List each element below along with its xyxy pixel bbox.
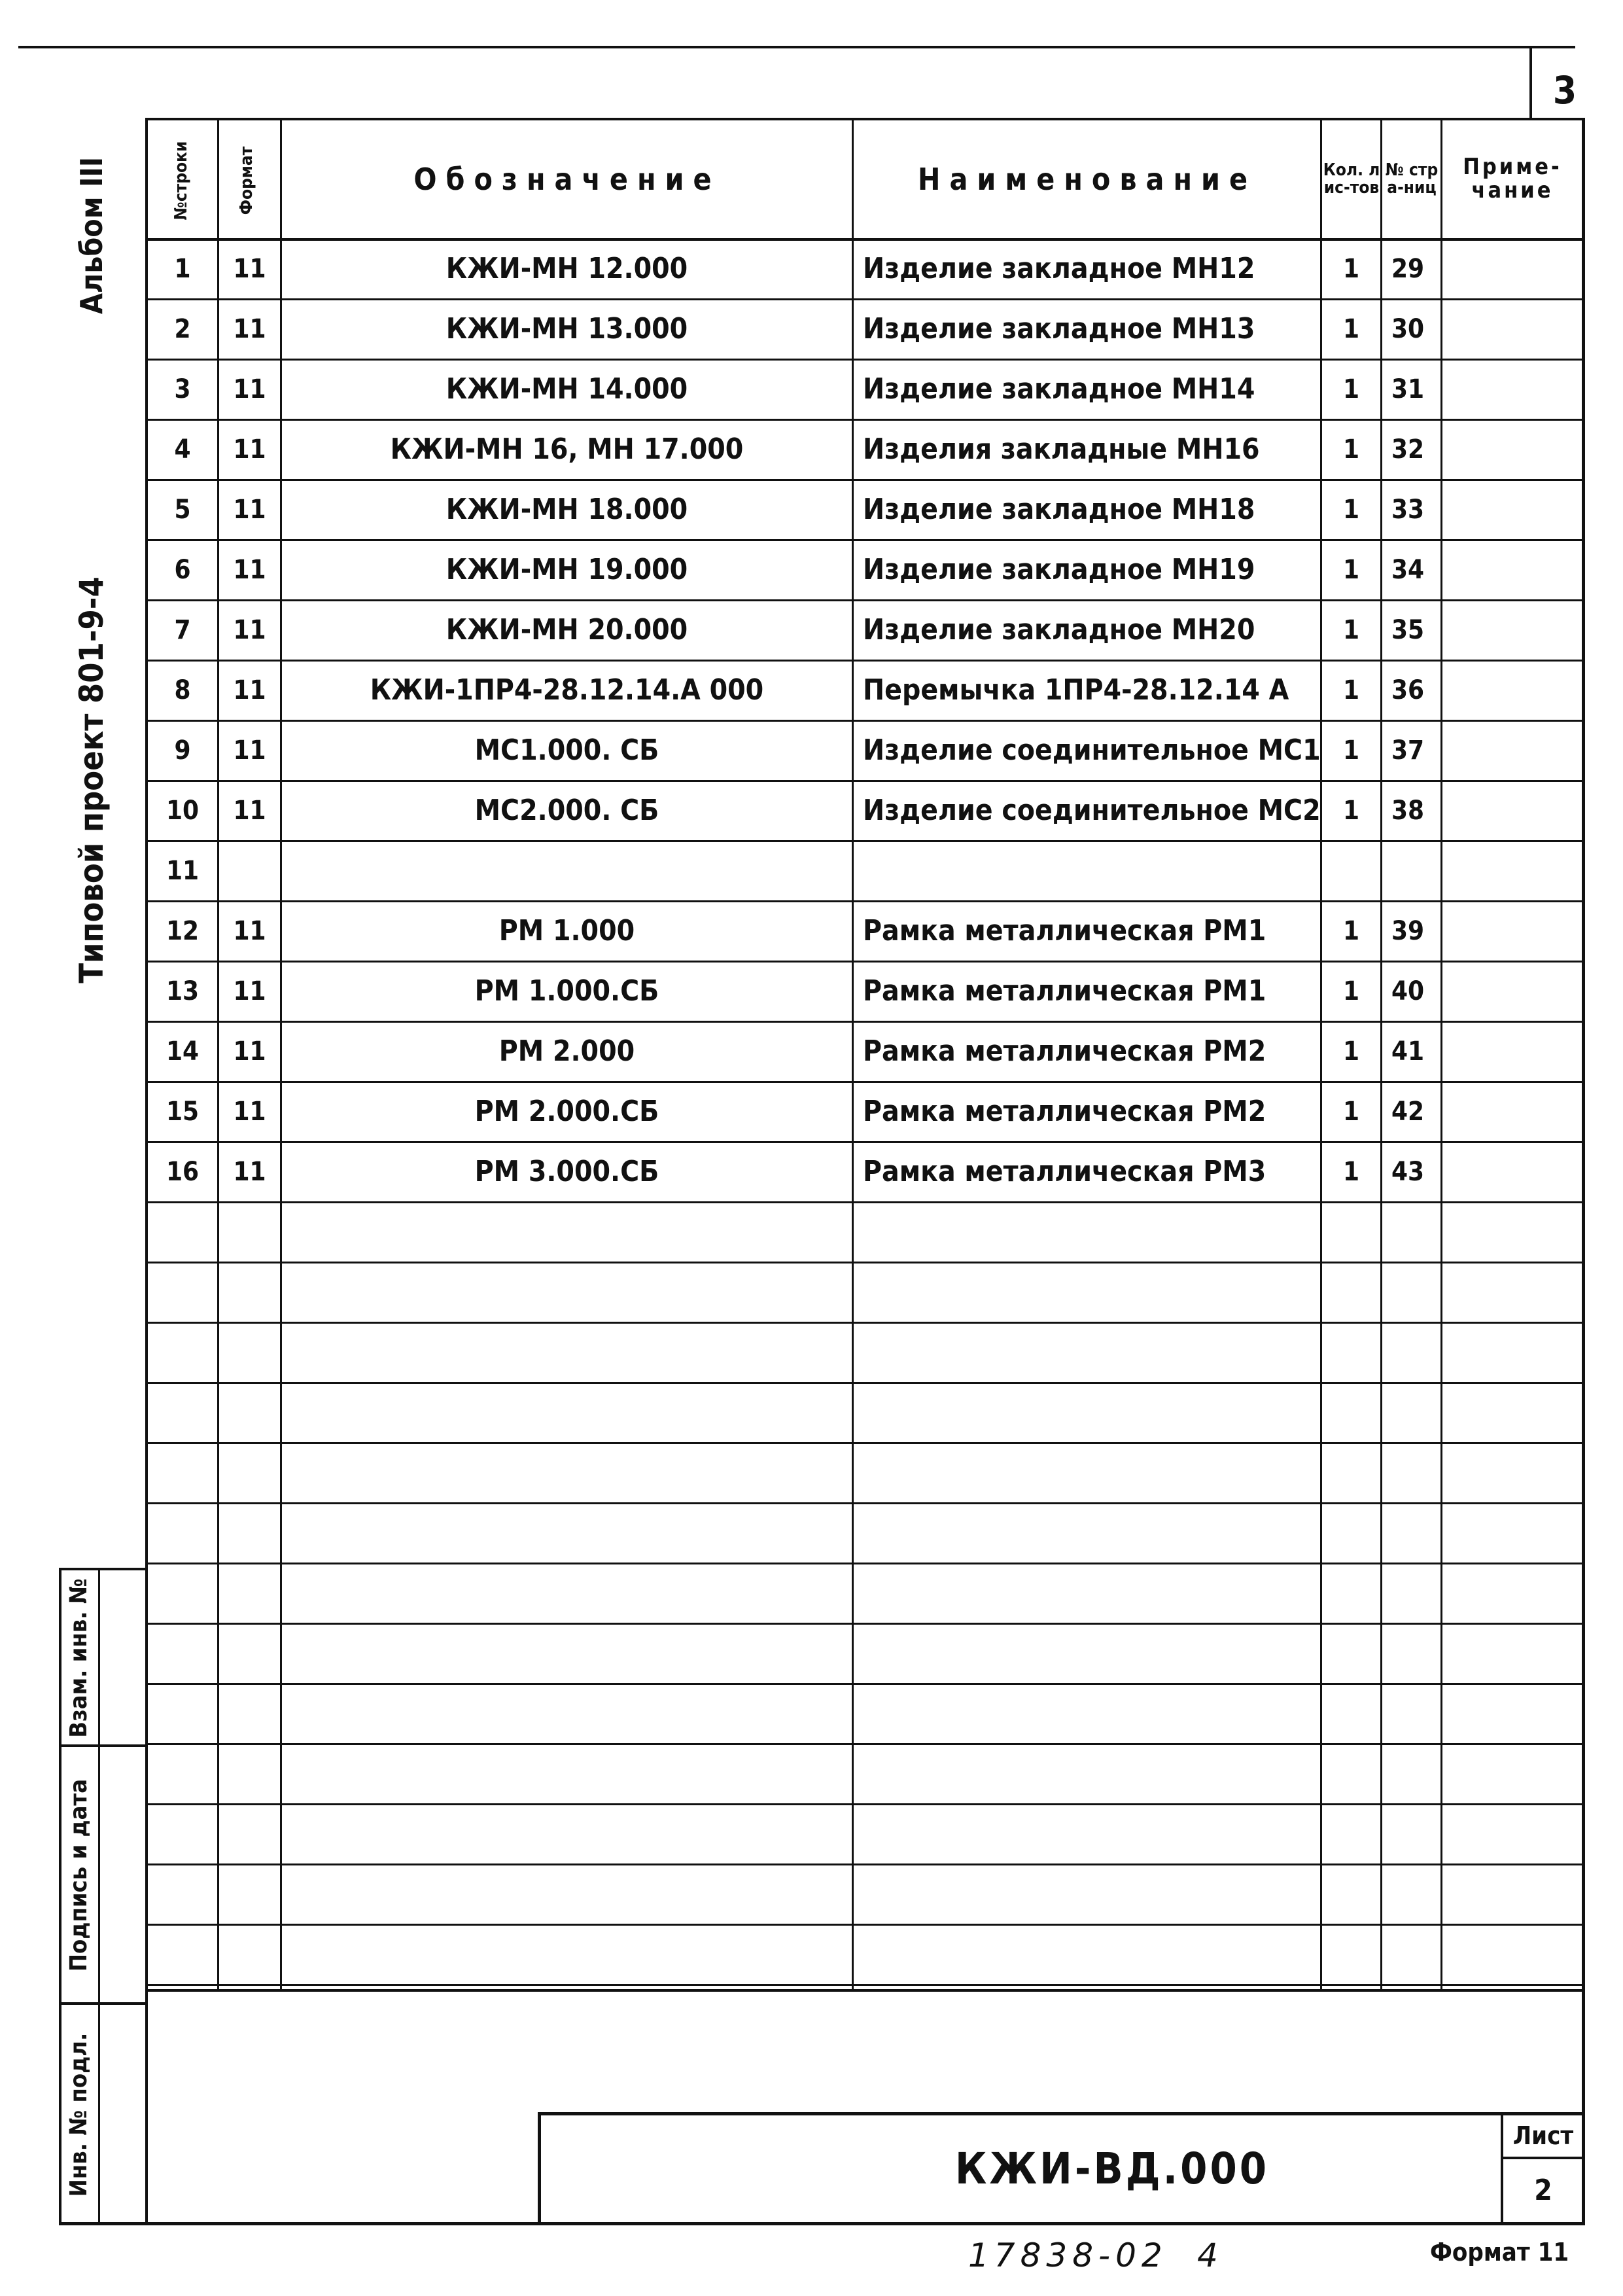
cell-name: Перемычка 1ПР4-28.12.14 А	[863, 673, 1289, 707]
cell-no: 10	[166, 796, 200, 826]
cell-fmt: 11	[233, 1036, 266, 1067]
cell-no: 12	[166, 916, 200, 946]
cell-name: Изделие закладное МН14	[863, 372, 1255, 406]
cell-no: 7	[174, 615, 191, 645]
header-format: Формат	[237, 146, 256, 215]
cell-page: 42	[1391, 1097, 1425, 1127]
title-block-top	[538, 2112, 1584, 2115]
stamp-inv-orig: Инв. № подл.	[65, 2032, 92, 2197]
cell-page: 43	[1391, 1157, 1425, 1187]
cell-name: Изделие закладное МН18	[863, 493, 1255, 526]
cell-designation	[282, 841, 852, 900]
cell-designation: КЖИ-МН 20.000	[445, 613, 688, 646]
cell-name: Рамка металлическая РМ1	[863, 914, 1266, 947]
cell-page: 36	[1391, 675, 1425, 705]
cell-page: 34	[1391, 555, 1425, 585]
row-line	[145, 1863, 1584, 1865]
cell-page: 33	[1391, 495, 1425, 525]
cell-name: Изделие закладное МН12	[863, 252, 1255, 285]
cell-fmt: 11	[233, 1157, 266, 1187]
cell-sheets: 1	[1342, 374, 1360, 404]
side-stamp-div-2	[59, 2002, 147, 2005]
cell-page: 35	[1391, 615, 1425, 645]
cell-no: 5	[174, 495, 191, 525]
cell-fmt: 11	[233, 735, 266, 766]
cell-no: 9	[174, 735, 191, 766]
cell-page: 31	[1391, 374, 1425, 404]
frame-right	[1582, 118, 1585, 2223]
cell-designation: КЖИ-МН 16, МН 17.000	[390, 433, 744, 466]
archive-number: 17838-02	[968, 2236, 1168, 2274]
side-album-label: Альбом III	[74, 156, 109, 315]
cell-designation: КЖИ-МН 13.000	[445, 312, 688, 345]
cell-page: 30	[1391, 314, 1425, 344]
cell-designation: КЖИ-МН 12.000	[445, 252, 688, 285]
cell-fmt: 11	[233, 555, 266, 585]
cell-fmt: 11	[233, 1097, 266, 1127]
frame-bottom	[59, 2222, 1585, 2225]
row-line	[145, 1683, 1584, 1685]
cell-no: 6	[174, 555, 191, 585]
document-code: КЖИ-ВД.000	[954, 2144, 1270, 2194]
cell-sheets: 1	[1342, 796, 1360, 826]
cell-name: Изделие соединительное МС1	[863, 733, 1321, 767]
cell-designation: КЖИ-МН 14.000	[445, 372, 688, 406]
row-line	[145, 1322, 1584, 1324]
cell-name: Рамка металлическая РМ1	[863, 974, 1266, 1008]
cell-fmt: 11	[233, 796, 266, 826]
header-row-no: №строки	[171, 141, 191, 221]
cell-page: 38	[1391, 796, 1425, 826]
cell-designation: РМ 3.000.СБ	[474, 1155, 659, 1188]
cell-fmt: 11	[233, 675, 266, 705]
header-designation: Обозначение	[413, 162, 721, 197]
row-line	[145, 1382, 1584, 1384]
cell-designation: РМ 2.000.СБ	[474, 1095, 659, 1128]
cell-no: 8	[174, 675, 191, 705]
cell-name: Рамка металлическая РМ2	[863, 1034, 1266, 1068]
format-label: Формат 11	[1430, 2238, 1569, 2267]
row-line	[145, 1623, 1584, 1625]
cell-sheets: 1	[1342, 675, 1360, 705]
cell-fmt: 11	[233, 976, 266, 1006]
cell-page: 32	[1391, 434, 1425, 465]
header-note: Приме-чание	[1463, 154, 1562, 203]
row-line	[145, 1262, 1584, 1263]
cell-name: Изделия закладные МН16	[863, 433, 1260, 466]
cell-page	[1382, 841, 1450, 900]
top-rule	[18, 46, 1575, 48]
cell-name: Изделие закладное МН20	[863, 613, 1255, 646]
cell-name: Рамка металлическая РМ3	[863, 1155, 1266, 1188]
cell-sheets	[1322, 841, 1380, 900]
cell-fmt: 11	[233, 916, 266, 946]
header-name: Наименование	[917, 162, 1257, 197]
table-bottom	[145, 1989, 1584, 1992]
cell-designation: КЖИ-МН 19.000	[445, 553, 688, 586]
stamp-vz-inv: Взам. инв. №	[65, 1578, 92, 1738]
header-page: № стра-ниц	[1385, 160, 1439, 198]
sheet-number: 2	[1534, 2174, 1552, 2207]
cell-sheets: 1	[1342, 976, 1360, 1006]
row-line	[145, 1502, 1584, 1504]
cell-no: 13	[166, 976, 200, 1006]
cell-sheets: 1	[1342, 495, 1360, 525]
cell-fmt: 11	[233, 374, 266, 404]
cell-fmt: 11	[233, 314, 266, 344]
cell-no: 2	[174, 314, 191, 344]
cell-designation: КЖИ-МН 18.000	[445, 493, 688, 526]
cell-no: 16	[166, 1157, 200, 1187]
cell-fmt: 11	[233, 434, 266, 465]
cell-sheets: 1	[1342, 1157, 1360, 1187]
cell-page: 37	[1391, 735, 1425, 766]
cell-designation: КЖИ-1ПР4-28.12.14.А 000	[370, 673, 764, 707]
cell-designation: МС2.000. СБ	[474, 794, 659, 827]
cell-name: Рамка металлическая РМ2	[863, 1095, 1266, 1128]
cell-no: 14	[166, 1036, 200, 1067]
cell-name: Изделие закладное МН13	[863, 312, 1255, 345]
sheet-label: Лист	[1512, 2121, 1574, 2150]
side-stamp-mid	[98, 1568, 100, 2225]
row-line	[145, 1984, 1584, 1986]
cell-name: Изделие закладное МН19	[863, 553, 1255, 586]
cell-page: 39	[1391, 916, 1425, 946]
row-line	[145, 1924, 1584, 1926]
title-block-left	[538, 2112, 541, 2225]
side-stamp-top	[59, 1568, 147, 1570]
cell-sheets: 1	[1342, 916, 1360, 946]
cell-designation: РМ 1.000	[498, 914, 635, 947]
cell-sheets: 1	[1342, 1036, 1360, 1067]
archive-page: 4	[1197, 2236, 1218, 2274]
cell-page: 41	[1391, 1036, 1425, 1067]
cell-designation: РМ 1.000.СБ	[474, 974, 659, 1008]
row-line	[145, 1563, 1584, 1564]
row-line	[145, 1201, 1584, 1203]
cell-no: 15	[166, 1097, 200, 1127]
cell-sheets: 1	[1342, 1097, 1360, 1127]
cell-designation: РМ 2.000	[498, 1034, 635, 1068]
cell-sheets: 1	[1342, 555, 1360, 585]
stamp-sign-date: Подпись и дата	[65, 1778, 92, 1972]
row-line	[145, 1442, 1584, 1444]
cell-sheets: 1	[1342, 254, 1360, 284]
cell-fmt	[219, 841, 280, 900]
cell-fmt: 11	[233, 254, 266, 284]
side-project-label: Типовой проект 801-9-4	[73, 576, 111, 983]
cell-sheets: 1	[1342, 434, 1360, 465]
cell-sheets: 1	[1342, 735, 1360, 766]
cell-page: 40	[1391, 976, 1425, 1006]
cell-no: 11	[166, 856, 200, 886]
header-sheets: Кол. лис-тов	[1323, 160, 1380, 198]
cell-fmt: 11	[233, 615, 266, 645]
cell-page: 29	[1391, 254, 1425, 284]
cell-no: 3	[174, 374, 191, 404]
sheet-corner-number: 3	[1552, 68, 1577, 113]
row-line	[145, 1803, 1584, 1805]
cell-sheets: 1	[1342, 314, 1360, 344]
cell-designation: МС1.000. СБ	[474, 733, 659, 767]
cell-sheets: 1	[1342, 615, 1360, 645]
cell-name	[854, 841, 1329, 900]
cell-fmt: 11	[233, 495, 266, 525]
cell-no: 1	[174, 254, 191, 284]
cell-name: Изделие соединительное МС2	[863, 794, 1321, 827]
row-line	[145, 1743, 1584, 1745]
side-stamp-div-1	[59, 1744, 147, 1747]
cell-no: 4	[174, 434, 191, 465]
